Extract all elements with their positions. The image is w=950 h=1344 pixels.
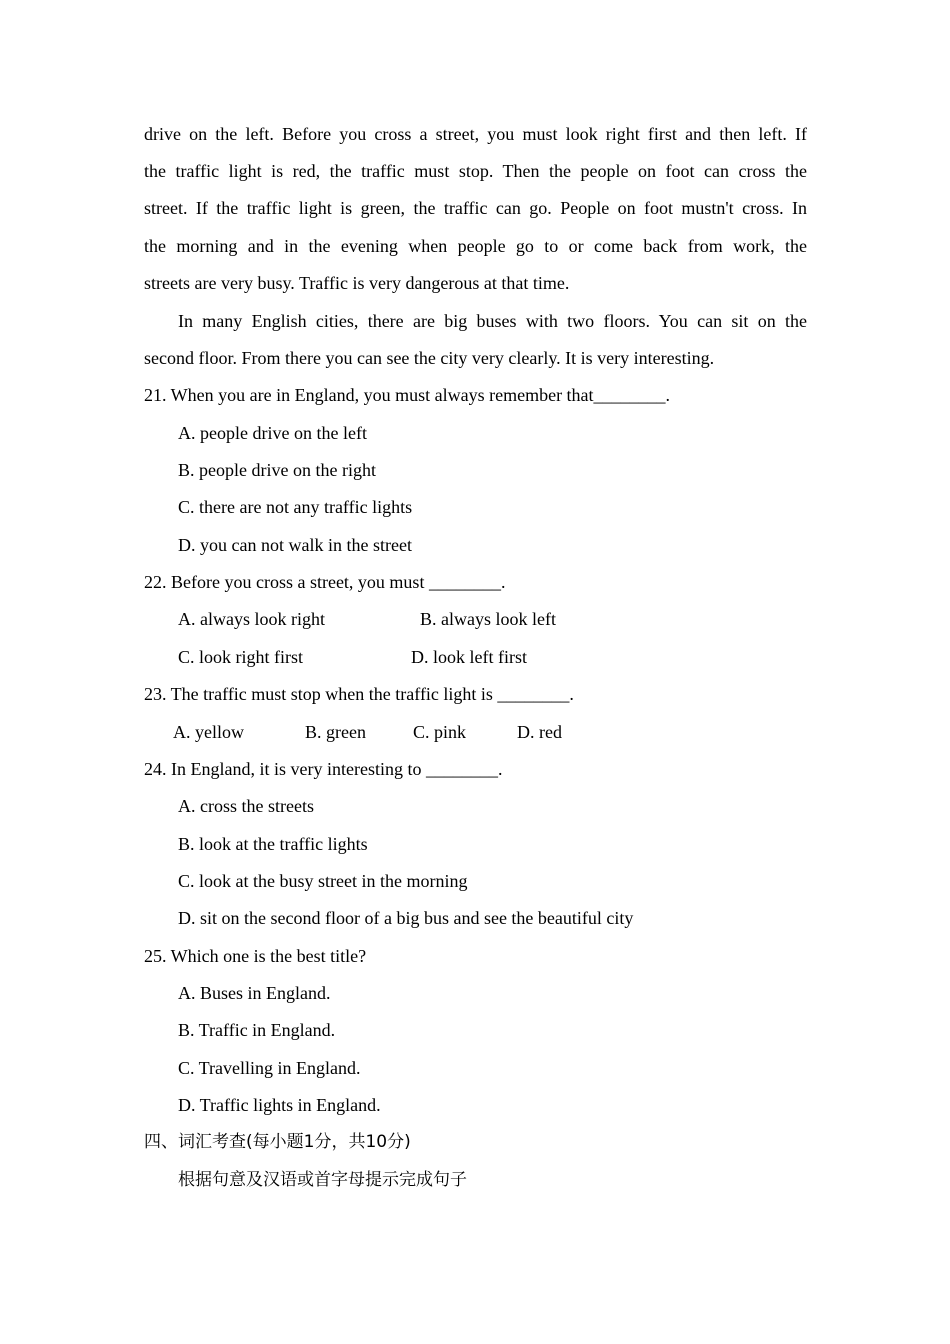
answer-option: C. pink xyxy=(413,722,467,742)
section-instruction: 根据句意及汉语或首字母提示完成句子 xyxy=(178,1170,467,1190)
answer-option: C. look right first xyxy=(178,647,303,667)
answer-option: D. look left first xyxy=(411,647,527,667)
section-heading: 四、词汇考查(每小题1分，共10分) xyxy=(144,1132,411,1152)
passage-line: streets are very busy. Traffic is very dangerous at that time. xyxy=(144,273,570,293)
answer-option: C. there are not any traffic lights xyxy=(178,497,413,517)
answer-option: D. you can not walk in the street xyxy=(178,535,412,555)
question-stem: 25. Which one is the best title? xyxy=(144,946,367,966)
passage-line: street. If the traffic light is green, the traffic can go. People on foot mustn't cross. In xyxy=(144,198,807,218)
answer-option: A. Buses in England. xyxy=(178,983,331,1003)
answer-option: B. always look left xyxy=(420,609,556,629)
passage-line: drive on the left. Before you cross a street, you must look right first and then left. If xyxy=(144,124,807,144)
answer-option: D. Traffic lights in England. xyxy=(178,1095,381,1115)
answer-option: A. always look right xyxy=(178,609,325,629)
question-stem: 21. When you are in England, you must always remember that________. xyxy=(144,385,671,405)
passage-line: In many English cities, there are big buses with two floors. You can sit on the xyxy=(178,311,807,331)
question-stem: 22. Before you cross a street, you must ________. xyxy=(144,572,506,592)
question-stem: 23. The traffic must stop when the traffic light is ________. xyxy=(144,684,574,704)
passage-line: the traffic light is red, the traffic must stop. Then the people on foot can cross the xyxy=(144,161,807,181)
answer-option: B. people drive on the right xyxy=(178,460,376,480)
answer-option: B. look at the traffic lights xyxy=(178,834,368,854)
passage-line: second floor. From there you can see the city very clearly. It is very interesting. xyxy=(144,348,715,368)
answer-option: C. Travelling in England. xyxy=(178,1058,361,1078)
answer-option: A. cross the streets xyxy=(178,796,314,816)
answer-option: D. red xyxy=(517,722,562,742)
passage-line: the morning and in the evening when people go to or come back from work, the xyxy=(144,236,807,256)
answer-option: C. look at the busy street in the morning xyxy=(178,871,468,891)
answer-option: B. Traffic in England. xyxy=(178,1020,336,1040)
answer-option: A. people drive on the left xyxy=(178,423,367,443)
answer-option: A. yellow xyxy=(173,722,244,742)
answer-option: B. green xyxy=(305,722,366,742)
question-stem: 24. In England, it is very interesting to ________. xyxy=(144,759,503,779)
answer-option: D. sit on the second floor of a big bus and see the beautiful city xyxy=(178,908,634,928)
